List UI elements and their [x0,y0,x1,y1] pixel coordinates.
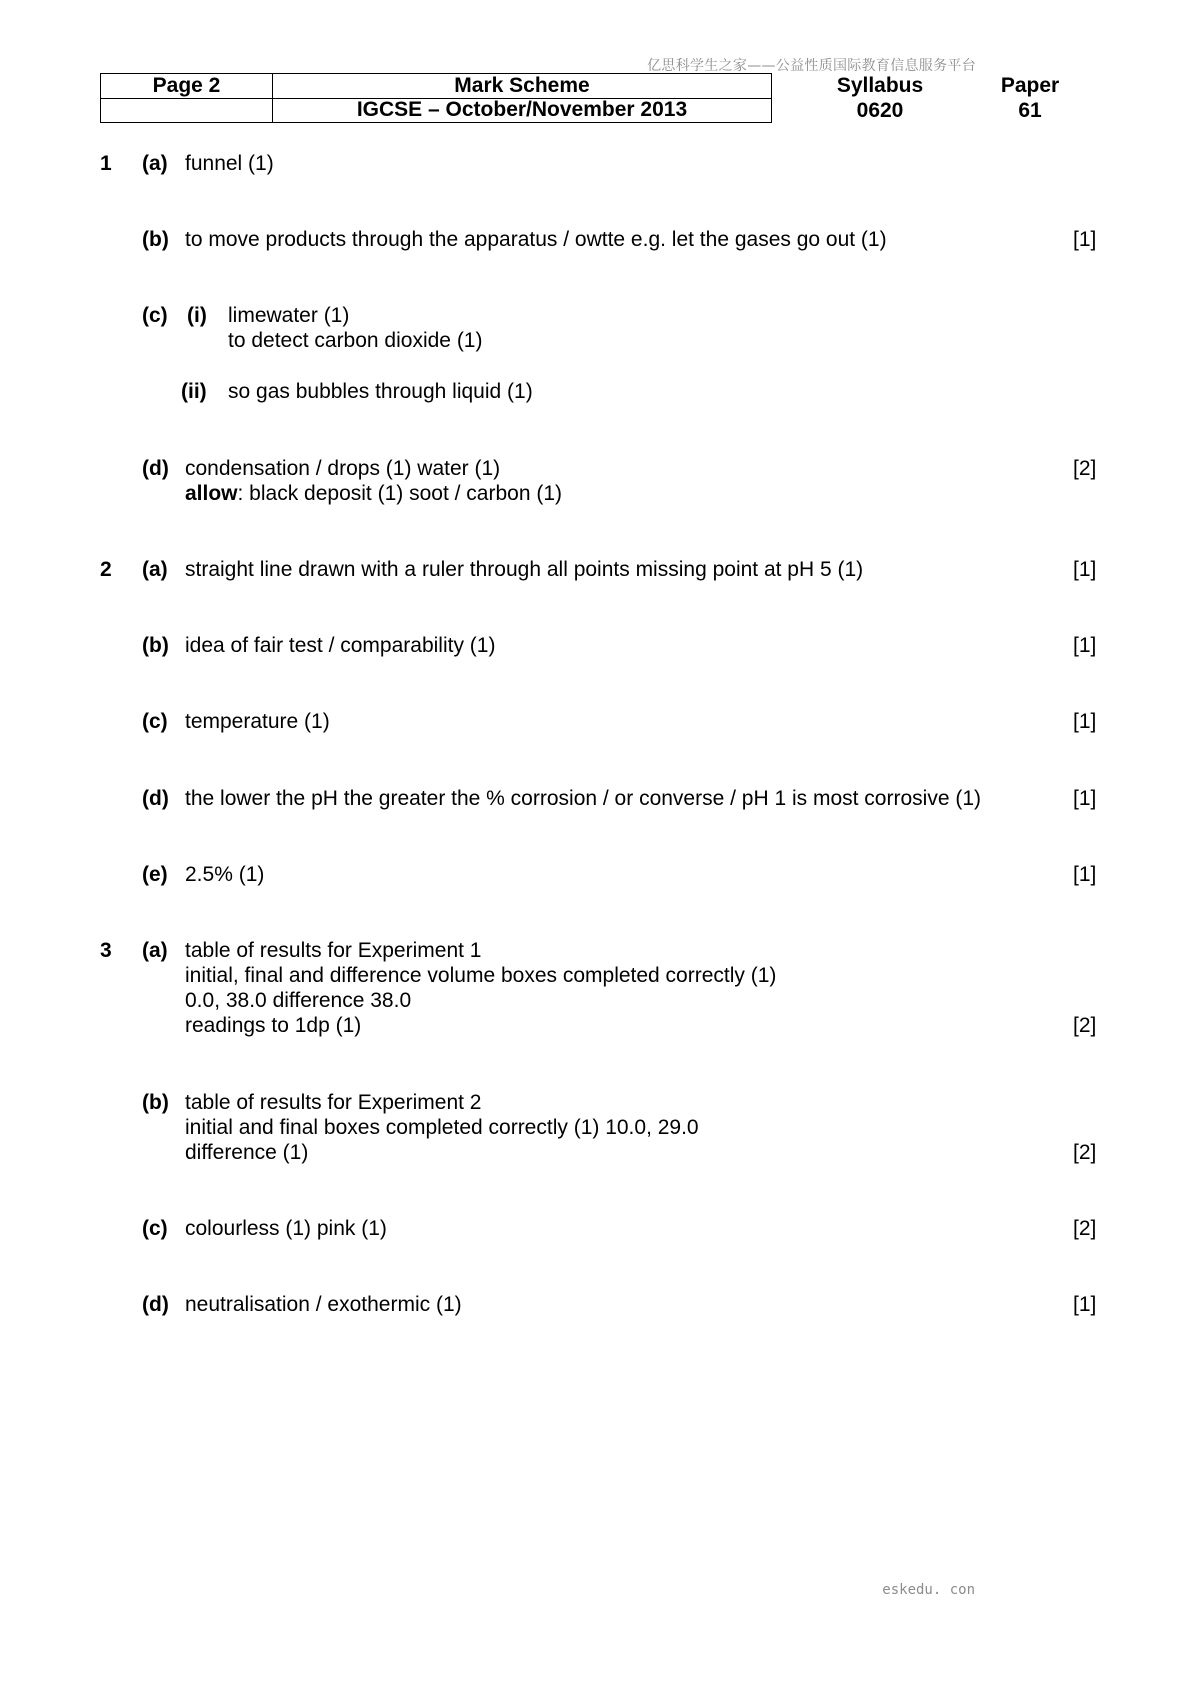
footer-site-text: eskedu. con [882,1582,975,1598]
header-title: Mark Scheme [272,73,772,99]
answer-text: funnel (1) [185,152,274,175]
answer-text: 0.0, 38.0 difference 38.0 [185,989,412,1012]
answer-text: table of results for Experiment 1 [185,939,482,962]
answer-allow-line [185,481,562,506]
question-number: 2 [100,558,112,581]
part-label: (d) [142,1293,169,1316]
mark-allocation: [1] [1073,1293,1097,1316]
part-label: (c) [142,1217,168,1240]
part-label: (c) [142,304,168,327]
mark-allocation: [1] [1073,634,1097,657]
answer-text: the lower the pH the greater the % corrosion / or converse / pH 1 is most corrosive (1) [185,787,982,810]
part-label: (d) [142,787,169,810]
mark-allocation: [1] [1073,558,1097,581]
part-label: (a) [142,152,168,175]
part-label: (b) [142,1091,169,1114]
answer-text: temperature (1) [185,710,330,733]
mark-allocation: [1] [1073,787,1097,810]
question-number: 3 [100,939,112,962]
mark-allocation: [2] [1073,457,1097,480]
header-paper-value: 61 [1018,99,1042,122]
answer-text: straight line drawn with a ruler through all points missing point at pH 5 (1) [185,558,864,581]
answer-text: 2.5% (1) [185,863,265,886]
question-number: 1 [100,152,112,175]
answer-text: neutralisation / exothermic (1) [185,1293,462,1316]
answer-text: difference (1) [185,1141,309,1164]
answer-text: so gas bubbles through liquid (1) [228,380,533,403]
header-paper-label: Paper [1000,74,1060,97]
answer-text: colourless (1) pink (1) [185,1217,387,1240]
header-session: IGCSE – October/November 2013 [272,97,772,123]
answer-text: to move products through the apparatus / owtte e.g. let the gases go out (1) [185,228,887,251]
mark-allocation: [2] [1073,1217,1097,1240]
part-label: (a) [142,558,168,581]
subpart-label: (i) [187,304,207,327]
mark-allocation: [1] [1073,228,1097,251]
header-syllabus-value: 0620 [856,99,904,122]
part-label: (b) [142,228,169,251]
mark-allocation: [2] [1073,1141,1097,1164]
watermark-text: 亿思科学生之家——公益性质国际教育信息服务平台 [647,58,976,74]
part-label: (d) [142,457,169,480]
header-page: Page 2 [100,73,272,99]
mark-allocation: [2] [1073,1014,1097,1037]
mark-allocation: [1] [1073,710,1097,733]
header-empty-cell [100,97,272,123]
answer-text: condensation / drops (1) water (1) [185,457,501,480]
answer-text: to detect carbon dioxide (1) [228,329,483,352]
allow-keyword: allow [185,482,238,505]
answer-text: table of results for Experiment 2 [185,1091,482,1114]
part-label: (e) [142,863,168,886]
answer-text: limewater (1) [228,304,350,327]
part-label: (c) [142,710,168,733]
answer-text: readings to 1dp (1) [185,1014,362,1037]
part-label: (a) [142,939,168,962]
subpart-label: (ii) [181,380,207,403]
part-label: (b) [142,634,169,657]
header-syllabus-label: Syllabus [836,74,924,97]
answer-text: idea of fair test / comparability (1) [185,634,496,657]
answer-text: initial and final boxes completed correctly (1) 10.0, 29.0 [185,1116,699,1139]
mark-allocation: [1] [1073,863,1097,886]
answer-text: initial, final and difference volume boxes completed correctly (1) [185,964,777,987]
answer-text: : black deposit (1) soot / carbon (1) [237,482,563,505]
